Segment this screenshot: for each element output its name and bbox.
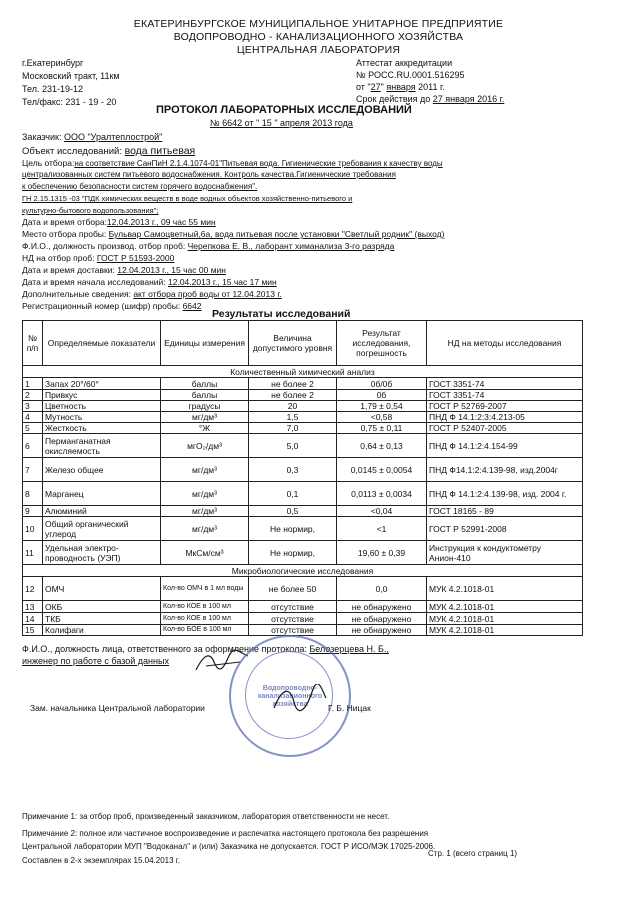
- col-header-method: НД на методы исследования: [427, 321, 583, 366]
- section-row-chemical: Количественный химический анализ: [23, 366, 583, 378]
- note-2-line2: Центральной лаборатории МУП "Водоканал" и (или) Заказчика не допускается. ГОСТ Р ИСО/МЭК 17025-2006.: [22, 842, 436, 851]
- col-header-indicator: Определяемые показатели: [43, 321, 161, 366]
- purpose-line4: ГН 2.15.1315 -03 "ПДК химических веществ в воде водных объектов хозяйственно-питьевого и: [22, 194, 353, 203]
- col-header-number: № п/п: [23, 321, 43, 366]
- purpose-line5: культурно-бытового водопользования";: [22, 206, 159, 215]
- purpose-line3: к обеспечению безопасности систем горячего водоснабжения".: [22, 182, 258, 191]
- table-header-row: [23, 321, 583, 366]
- address-street: Московский тракт, 11км: [22, 71, 120, 81]
- responsible-position: инженер по работе с базой данных: [22, 656, 169, 666]
- accreditation-validity: Срок действия до 27 января 2016 г.: [356, 94, 505, 104]
- delivery-date: Дата и время доставки: 12.04.2013 г., 15 час 00 мин: [22, 265, 226, 275]
- table-row: 9 Алюминий мг/дм³ 0,5 <0,04 ГОСТ 18165 - 89: [23, 506, 583, 517]
- customer: Заказчик: ООО "Уралтеплострой": [22, 132, 163, 142]
- table-row: 14 ТКБ Кол-во КОЕ в 100 мл отсутствие не обнаружено МУК 4.2.1018-01: [23, 613, 583, 625]
- results-title: Результаты исследований: [212, 308, 351, 320]
- table-row: 15 Колифаги Кол-во БОЕ в 100 мл отсутствие не обнаружено МУК 4.2.1018-01: [23, 625, 583, 636]
- protocol-title: ПРОТОКОЛ ЛАБОРАТОРНЫХ ИССЛЕДОВАНИЙ: [156, 104, 412, 116]
- deputy-head-name: Г. Б. Ницак: [328, 703, 371, 713]
- sampling-place: Место отбора пробы: Бульвар Самоцветный,6а, вода питьевая после установки "Светлый родник" (выход): [22, 229, 445, 239]
- additional-info: Дополнительные сведения: акт отбора проб воды от 12.04.2013 г.: [22, 289, 282, 299]
- col-header-result: Результат исследования, погрешность: [337, 321, 427, 366]
- table-row: 12 ОМЧ Кол-во ОМЧ в 1 мл воды не более 50 0,0 МУК 4.2.1018-01: [23, 577, 583, 601]
- org-name-line1: ЕКАТЕРИНБУРГСКОЕ МУНИЦИПАЛЬНОЕ УНИТАРНОЕ ПРЕДПРИЯТИЕ: [133, 18, 504, 30]
- table-row: 10 Общий органический углерод мг/дм³ Не нормир, <1 ГОСТ Р 52991-2008: [23, 517, 583, 541]
- table-row: 2 Привкус баллы не более 2 0б ГОСТ 3351-74: [23, 390, 583, 401]
- note-1: Примечание 1: за отбор проб, произведенный заказчиком, лаборатория ответственности не несет.: [22, 812, 390, 821]
- accreditation-title: Аттестат аккредитации: [356, 58, 453, 68]
- results-table: [22, 320, 583, 636]
- page-number: Стр. 1 (всего страниц 1): [428, 849, 518, 858]
- table-row: 5 Жесткость °Ж 7,0 0,75 ± 0,11 ГОСТ Р 52407-2005: [23, 423, 583, 434]
- registration-number: Регистрационный номер (шифр) пробы: 6642: [22, 301, 202, 311]
- table-row: 7 Железо общее мг/дм³ 0,3 0,0145 ± 0,0054 ПНД Ф14.1:2:4.139-98, изд.2004г: [23, 458, 583, 482]
- sampling-nd: НД на отбор проб: ГОСТ Р 51593-2000: [22, 253, 175, 263]
- table-row: 6 Перманганатная окисляемость мгО₂/дм³ 5,0 0,64 ± 0,13 ПНД Ф 14.1:2:4.154-99: [23, 434, 583, 458]
- table-row: 8 Марганец мг/дм³ 0,1 0,0113 ± 0,0034 ПНД Ф 14.1:2:4.139-98, изд. 2004 г.: [23, 482, 583, 506]
- purpose-line1: Цель отбора:на соответствие СанПиН 2.1.4.1074-01"Питьевая вода. Гигиенические требования к качеству воды: [22, 158, 443, 168]
- table-row: 13 ОКБ Кол-во КОЕ в 100 мл отсутствие не обнаружено МУК 4.2.1018-01: [23, 601, 583, 613]
- deputy-head-title: Зам. начальника Центральной лаборатории: [30, 703, 205, 713]
- table-row: 1 Запах 20°/60° баллы не более 2 0б/0б ГОСТ 3351-74: [23, 378, 583, 390]
- table-row: 11 Удельная электро-проводность (УЭП) МкСм/см³ Не нормир, 19,60 ± 0,39 Инструкция к кондуктометру Анион-410: [23, 541, 583, 565]
- official-stamp: Водопроводно-канализационного хозяйства: [229, 635, 351, 757]
- org-name-line2: ВОДОПРОВОДНО - КАНАЛИЗАЦИОННОГО ХОЗЯЙСТВА: [173, 31, 464, 43]
- accreditation-date: от "27" января 2011 г.: [356, 82, 445, 92]
- table-row: 4 Мутность мг/дм³ 1,5 <0,58 ПНД Ф 14.1:2:3:4.213-05: [23, 412, 583, 423]
- section-row-microbiological: Микробиологические исследования: [23, 565, 583, 577]
- col-header-limit: Величина допустимого уровня: [249, 321, 337, 366]
- phone: Тел. 231-19-12: [22, 84, 83, 94]
- org-name-line3: ЦЕНТРАЛЬНАЯ ЛАБОРАТОРИЯ: [236, 44, 401, 56]
- research-start: Дата и время начала исследований: 12.04.2013 г., 15 час 17 мин: [22, 277, 277, 287]
- copies-note: Составлен в 2-х экземплярах 15.04.2013 г.: [22, 856, 180, 865]
- table-row: 3 Цветность градусы 20 1,79 ± 0,54 ГОСТ Р 52769-2007: [23, 401, 583, 412]
- sampling-date: Дата и время отбора:12.04.2013 г., 09 час 55 мин: [22, 217, 216, 227]
- responsible-person: Ф.И.О., должность лица, ответственного за оформление протокола: Белозерцева Н. Б.,: [22, 644, 389, 654]
- address-city: г.Екатеринбург: [22, 58, 84, 68]
- accreditation-number: № РОСС.RU.0001.516295: [356, 70, 465, 80]
- signature-2: [268, 684, 330, 714]
- purpose-line2: централизованных систем питьевого водоснабжения. Контроль качества.Гигиенические требования: [22, 170, 396, 179]
- col-header-unit: Единицы измерения: [161, 321, 249, 366]
- note-2-line1: Примечание 2: полное или частичное воспроизведение и распечатка настоящего протокола без разрешения: [22, 829, 429, 838]
- protocol-number: № 6642 от " 15 " апреля 2013 года: [210, 118, 353, 128]
- fax: Тел/факс: 231 - 19 - 20: [22, 97, 117, 107]
- sampler: Ф.И.О., должность производ. отбор проб: Черепкова Е. В., лаборант химанализа 3-го разряда: [22, 241, 395, 251]
- research-object: Объект исследований: вода питьевая: [22, 145, 196, 157]
